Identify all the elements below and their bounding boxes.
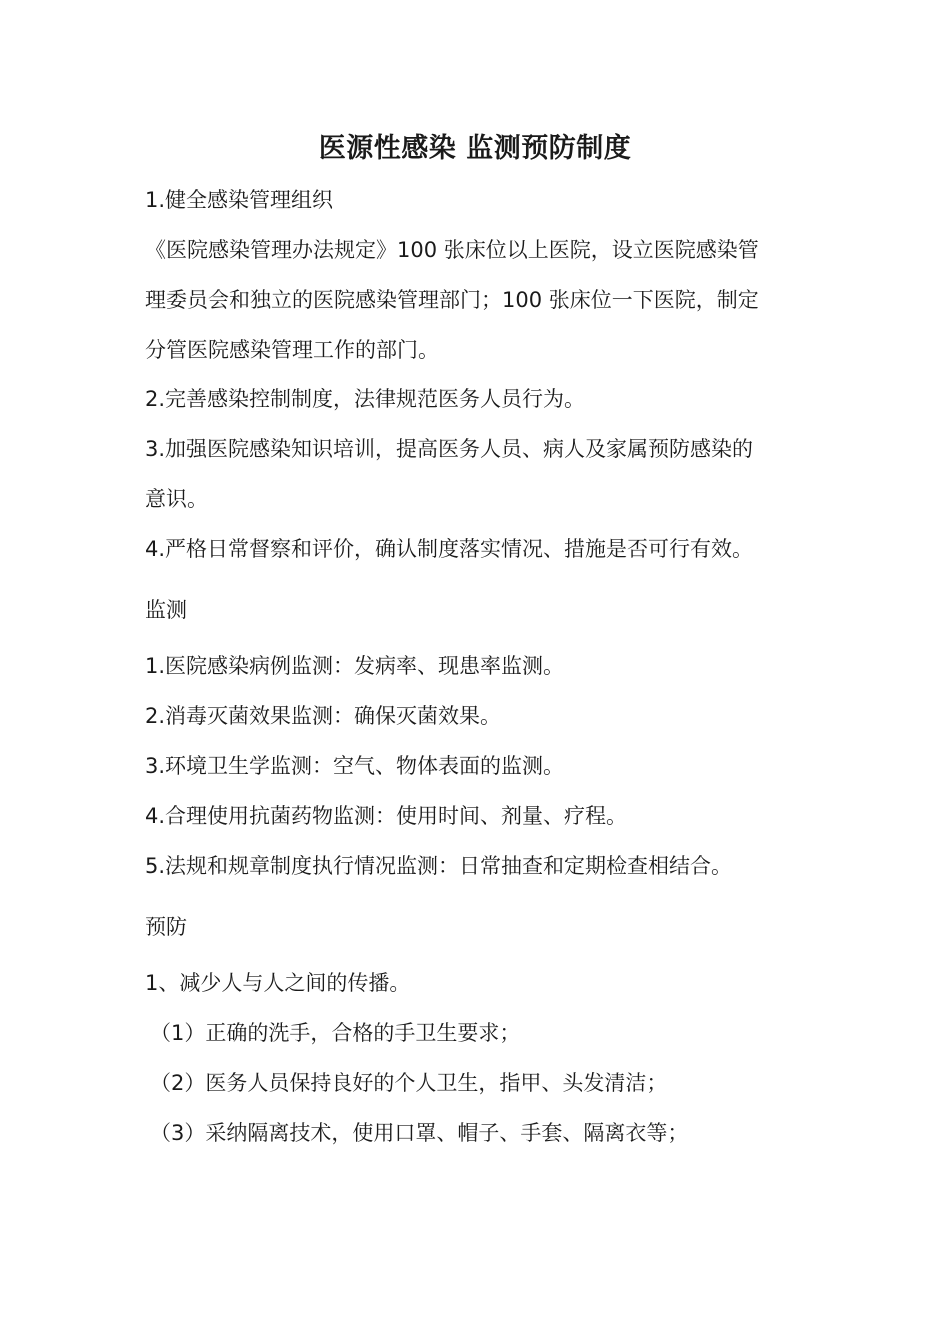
list-item: 5.法规和规章制度执行情况监测：日常抽查和定期检查相结合。: [145, 854, 733, 878]
list-item: 4.合理使用抗菌药物监测：使用时间、剂量、疗程。: [145, 804, 628, 828]
paragraph-line: 理委员会和独立的医院感染管理部门；100 张床位一下医院，制定: [145, 288, 759, 312]
list-item: 1.医院感染病例监测：发病率、现患率监测。: [145, 654, 565, 678]
list-item: 4.严格日常督察和评价，确认制度落实情况、措施是否可行有效。: [145, 537, 754, 561]
list-item: 2.消毒灭菌效果监测：确保灭菌效果。: [145, 704, 502, 728]
sub-list-item: （3）采纳隔离技术，使用口罩、帽子、手套、隔离衣等；: [150, 1121, 689, 1145]
section-heading-organization: 1.健全感染管理组织: [145, 188, 334, 212]
section-heading-monitoring: 监测: [145, 598, 187, 622]
list-item: 1、减少人与人之间的传播。: [145, 971, 411, 995]
sub-list-item: （2）医务人员保持良好的个人卫生，指甲、头发清洁；: [150, 1071, 668, 1095]
sub-list-item: （1）正确的洗手，合格的手卫生要求；: [150, 1021, 521, 1045]
section-heading-prevention: 预防: [145, 915, 187, 939]
list-item: 3.环境卫生学监测：空气、物体表面的监测。: [145, 754, 565, 778]
paragraph-line: 《医院感染管理办法规定》100 张床位以上医院，设立医院感染管: [145, 238, 759, 262]
paragraph-line: 分管医院感染管理工作的部门。: [145, 338, 439, 362]
list-item: 2.完善感染控制制度，法律规范医务人员行为。: [145, 387, 586, 411]
document-title: 医源性感染 监测预防制度: [318, 133, 632, 164]
list-item-continuation: 意识。: [145, 487, 208, 511]
list-item: 3.加强医院感染知识培训，提高医务人员、病人及家属预防感染的: [145, 437, 754, 461]
